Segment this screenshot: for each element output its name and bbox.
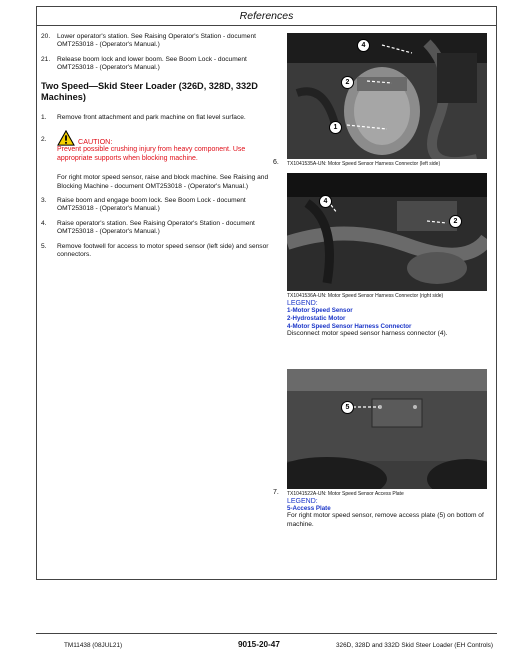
figure-number: 6. [273,159,279,166]
step-text: Remove footwell for access to motor speed sensor (left side) and sensor connectors. [57,242,269,259]
callout-marker: 2 [449,215,462,228]
figure-caption-row [287,293,495,299]
warning-triangle-icon [57,130,75,146]
step-item [41,114,269,122]
step-text: Raise boom and engage boom lock. See Boom Lock - document OMT253018 - (Operator's Manual.) [57,196,246,213]
figure-caption: TX1041536A-UN: Motor Speed Sensor Harness Connector (right side) [287,293,444,299]
page-footer [36,633,497,654]
figure-caption: TX1041522A-UN: Motor Speed Sensor Access Plate [287,490,404,497]
legend-item: 4-Motor Speed Sensor Harness Connector [287,322,412,330]
step-item [41,220,269,237]
legend-item: 5-Access Plate [287,504,331,512]
figure-caption-row [273,161,495,167]
callout-marker: 2 [341,76,354,89]
step-item [41,197,269,214]
caution-label: CAUTION: [78,136,113,146]
step-item [41,33,269,50]
page-header: References [37,7,496,26]
caution-block [41,130,269,164]
machine-photo-image [287,33,487,159]
step-number: 1. [41,113,47,121]
step-item [41,243,269,260]
footer-page-number: 9015-20-47 [238,640,280,649]
right-column [273,33,495,529]
figure-caption: TX1041535A-UN: Motor Speed Sensor Harness Connector (left side) [287,161,441,167]
step-number: 2. [41,136,47,144]
footer-model-title: 326D, 328D and 332D Skid Steer Loader (EH Controls) [335,642,493,649]
section-title: Two Speed—Skid Steer Loader (326D, 328D, 332D Machines) [41,80,258,103]
step-number: 21. [41,55,51,63]
step-item [41,56,269,73]
step-text: Remove front attachment and park machine on flat level surface. [57,113,246,121]
legend-item: 2-Hydrostatic Motor [287,314,346,322]
instruction-text: For right motor speed sensor, remove access plate (5) on bottom of machine. [287,512,484,528]
machine-photo-image [287,369,487,489]
legend-item: 1-Motor Speed Sensor [287,307,353,314]
figure-number: 7. [273,488,279,496]
photo-access-plate [287,369,487,489]
left-column [41,33,269,266]
callout-marker: 4 [319,195,332,208]
photo-harness-connector-right [287,173,487,291]
figure-caption-row [273,488,495,497]
callout-marker: 4 [357,39,370,52]
callout-marker: 1 [329,121,342,134]
photo-harness-connector-left [287,33,487,159]
footer-doc-id: TM11438 (08JUL21) [64,642,123,649]
step-number: 4. [41,219,47,227]
step-number: 20. [41,33,51,40]
step-number: 3. [41,196,47,204]
legend-title: LEGEND: [287,497,318,505]
step-number: 5. [41,242,47,250]
step-text: Raise operator's station. See Raising Operator's Station - document OMT253018 - (Operator's Manual.) [57,219,255,236]
legend-title: LEGEND: [287,300,318,307]
caution-followup-text: For right motor speed sensor, raise and block machine. See Raising and Blocking Machine - document OMT253018 - (Operator's Manual.) [57,174,269,190]
caution-text: Prevent possible crushing injury from heavy component. Use appropriate supports when blocking machine. [57,146,246,163]
instruction-text: Disconnect motor speed sensor harness connector (4). [287,330,448,338]
page-frame [36,6,497,580]
step-text: Lower operator's station. See Raising Operator's Station - document OMT253018 - (Operator's Manual.) [57,33,256,49]
machine-photo-image [287,173,487,291]
callout-marker: 5 [341,401,354,414]
step-text: Release boom lock and lower boom. See Boom Lock - document OMT253018 - (Operator's Manual.) [57,55,247,72]
